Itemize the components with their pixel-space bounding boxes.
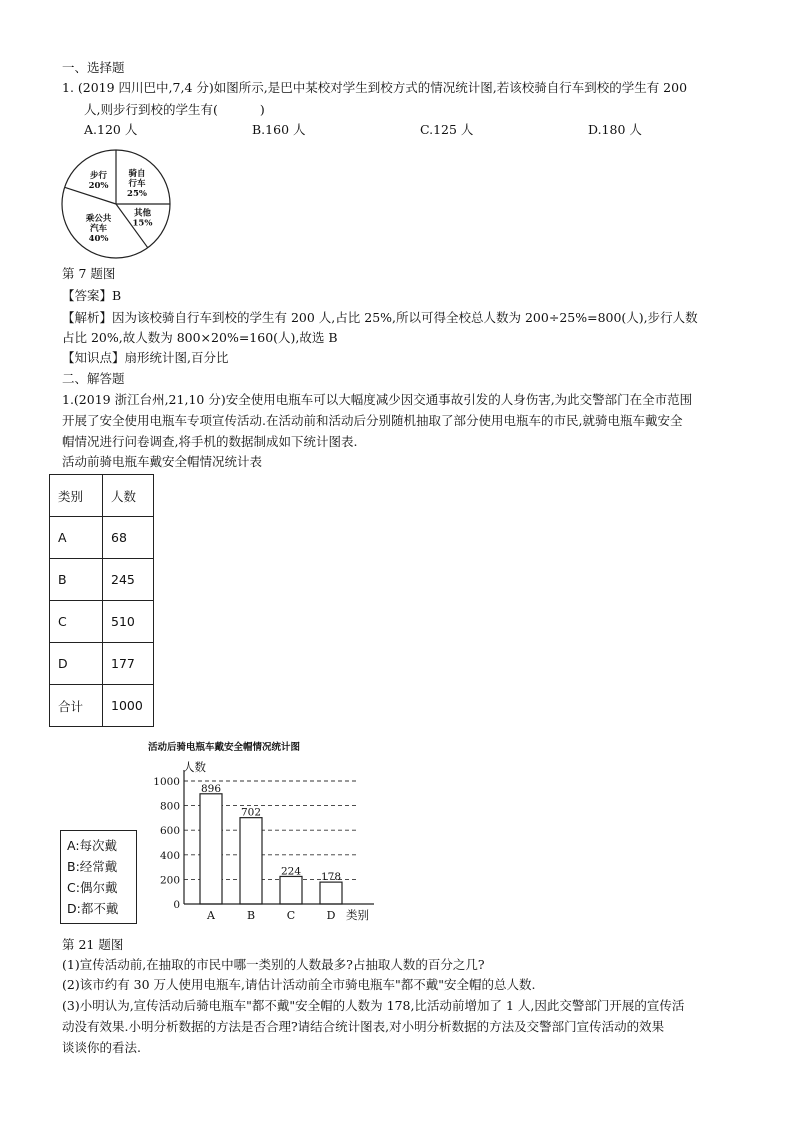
cell-count: 1000 [103,685,154,727]
option-b: B.160 人 [252,122,306,137]
y-tick-label: 200 [159,874,180,887]
pie-chart [60,148,172,260]
cell-count: 245 [103,559,154,601]
section-1-title: 一、选择题 [62,60,125,75]
x-axis-label: 类别 [346,908,369,922]
header-count: 人数 [103,475,154,517]
q7-stem-line-2 [84,102,265,118]
pie-slice-label: 步行 20% [88,170,109,191]
q7-stem-close: ) [259,102,265,117]
cell-count: 68 [103,517,154,559]
cell-category: 合计 [50,685,103,727]
sub-question-3-line-1: (3)小明认为,宣传活动后骑电瓶车"都不戴"安全帽的人数为 178,比活动前增加了 1 人,因此交警部门开展的宣传活 [62,998,685,1013]
pie-slice-label: 骑自行车 25% [127,168,147,199]
y-axis-label: 人数 [183,760,206,774]
sub-question-2: (2)该市约有 30 万人使用电瓶车,请估计活动前全市骑电瓶车"都不戴"安全帽的总人数. [62,977,536,992]
sub-question-3-line-3: 谈谈你的看法. [62,1040,141,1055]
bar-chart [142,738,382,930]
cell-category: D [50,643,103,685]
legend-item-c: C:偶尔戴 [67,880,118,895]
cell-count: 177 [103,643,154,685]
bar-d [320,882,342,904]
table-header-row [50,475,154,517]
table-row-total [50,685,154,727]
bar-value-label: 896 [200,782,222,795]
legend [60,830,137,924]
x-tick-label: A [207,909,215,922]
table-title: 活动前骑电瓶车戴安全帽情况统计表 [62,454,263,469]
x-tick-label: B [246,909,256,922]
x-tick-label: D [326,909,336,922]
q21-stem-line-1: 1.(2019 浙江台州,21,10 分)安全使用电瓶车可以大幅度减少因交通事故引发的人身伤害,为此交警部门在全市范围 [62,392,693,407]
header-category: 类别 [50,475,103,517]
legend-item-d: D:都不戴 [67,901,119,916]
sub-question-3-line-2: 动没有效果.小明分析数据的方法是否合理?请结合统计图表,对小明分析数据的方法及交警部门宣传活动的效果 [62,1019,665,1034]
table-row [50,601,154,643]
table-row [50,643,154,685]
bar-value-label: 224 [280,865,302,878]
chart-title: 活动后骑电瓶车戴安全帽情况统计图 [148,742,301,753]
q7-stem-line-1: 1. (2019 四川巴中,7,4 分)如图所示,是巴中某校对学生到校方式的情况统计图,若该校骑自行车到校的学生有 200 [62,80,688,95]
sub-question-1: (1)宣传活动前,在抽取的市民中哪一类别的人数最多?占抽取人数的百分之几? [62,957,485,972]
bar-value-label: 178 [320,871,342,884]
option-c: C.125 人 [420,122,474,137]
analysis-line-1: 【解析】因为该校骑自行车到校的学生有 200 人,占比 25%,所以可得全校总人数为 200÷25%=800(人),步行人数 [62,310,698,325]
bar-a [200,794,222,904]
option-a: A.120 人 [84,122,138,137]
analysis-line-2: 占比 20%,故人数为 800×20%=160(人),故选 B [62,330,338,345]
x-tick-label: C [286,909,296,922]
legend-item-a: A:每次戴 [67,838,118,853]
table-row [50,559,154,601]
stats-table [49,474,154,727]
q21-stem-line-2: 开展了安全使用电瓶车专项宣传活动.在活动前和活动后分别随机抽取了部分使用电瓶车的市民,就骑电瓶车戴安全 [62,413,683,428]
bar-value-label: 702 [240,806,262,819]
cell-category: B [50,559,103,601]
answer: 【答案】B [62,288,122,303]
bar-b [240,818,262,904]
q21-stem-line-3: 帽情况进行问卷调查,将手机的数据制成如下统计图表. [62,434,358,449]
option-d: D.180 人 [588,122,642,137]
q7-stem-text: 人,则步行到校的学生有( [84,102,218,117]
cell-category: A [50,517,103,559]
section-2-title: 二、解答题 [62,371,125,386]
y-tick-label: 0 [173,899,180,911]
legend-item-b: B:经常戴 [67,859,118,874]
pie-slice-label: 乘公共汽车 40% [85,214,112,245]
y-tick-label: 400 [159,849,180,862]
fig21-caption: 第 21 题图 [62,937,124,952]
y-tick-label: 600 [159,825,180,838]
y-tick-label: 800 [159,800,180,813]
cell-count: 510 [103,601,154,643]
fig7-caption: 第 7 题图 [62,266,116,281]
knowledge-point: 【知识点】扇形统计图,百分比 [62,350,229,365]
table-row [50,517,154,559]
cell-category: C [50,601,103,643]
bar-c [280,876,302,904]
pie-slice-label: 其他 15% [132,208,153,229]
y-tick-label: 1000 [153,776,180,788]
